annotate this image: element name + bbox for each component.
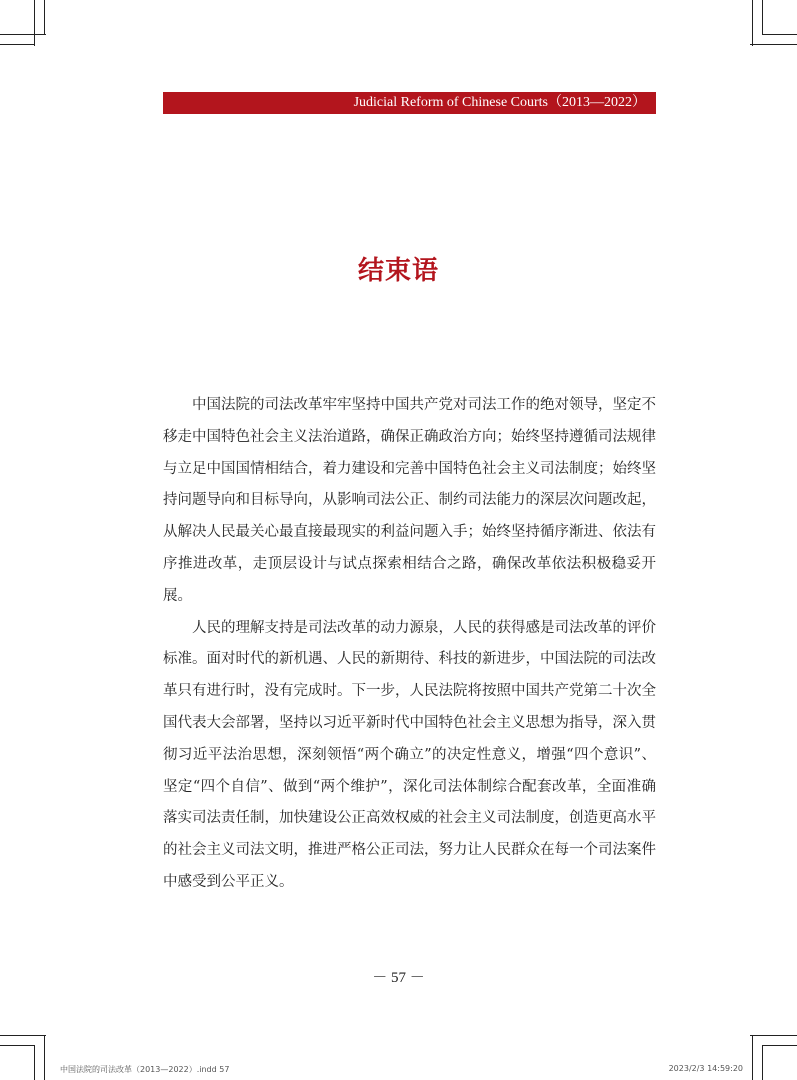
- paragraph: 中国法院的司法改革牢牢坚持中国共产党对司法工作的绝对领导，坚定不移走中国特色社会主义法治道路，确保正确政治方向；始终坚持遵循司法规律与立足中国国情相结合，着力建设和完善中国特色社会主义司法制度；始终坚持问题导向和目标导向，从影响司法公正、制约司法能力的深层次问题改起，从解决人民最关心最直接最现实的利益问题入手；始终坚持循序渐进、依法有序推进改革，走顶层设计与试点探索相结合之路，确保改革依法积极稳妥开展。: [163, 397, 656, 604]
- running-header-title: Judicial Reform of Chinese Courts（2013—2022）: [353, 95, 646, 110]
- footer-timestamp: 2023/2/3 14:59:20: [668, 1064, 743, 1073]
- page-number: － 57 －: [372, 970, 425, 986]
- footer-file-name: 中国法院的司法改革（2013—2022）.indd 57: [60, 1065, 230, 1074]
- section-title: 结束语: [357, 256, 439, 286]
- running-header-bar: [163, 92, 656, 114]
- paragraph: 人民的理解支持是司法改革的动力源泉，人民的获得感是司法改革的评价标准。面对时代的新机遇、人民的新期待、科技的新进步，中国法院的司法改革只有进行时，没有完成时。下一步，人民法院将按照中国共产党第二十次全国代表大会部署，坚持以习近平新时代中国特色社会主义思想为指导，深入贯彻习近平法治思想，深刻领悟“两个确立”的决定性意义，增强“四个意识”、坚定“四个自信”、做到“两个维护”，深化司法体制综合配套改革，全面准确落实司法责任制，加快建设公正高效权威的社会主义司法制度，创造更高水平的社会主义司法文明，推进严格公正司法，努力让人民群众在每一个司法案件中感受到公平正义。: [163, 619, 656, 890]
- body-text: [163, 390, 656, 899]
